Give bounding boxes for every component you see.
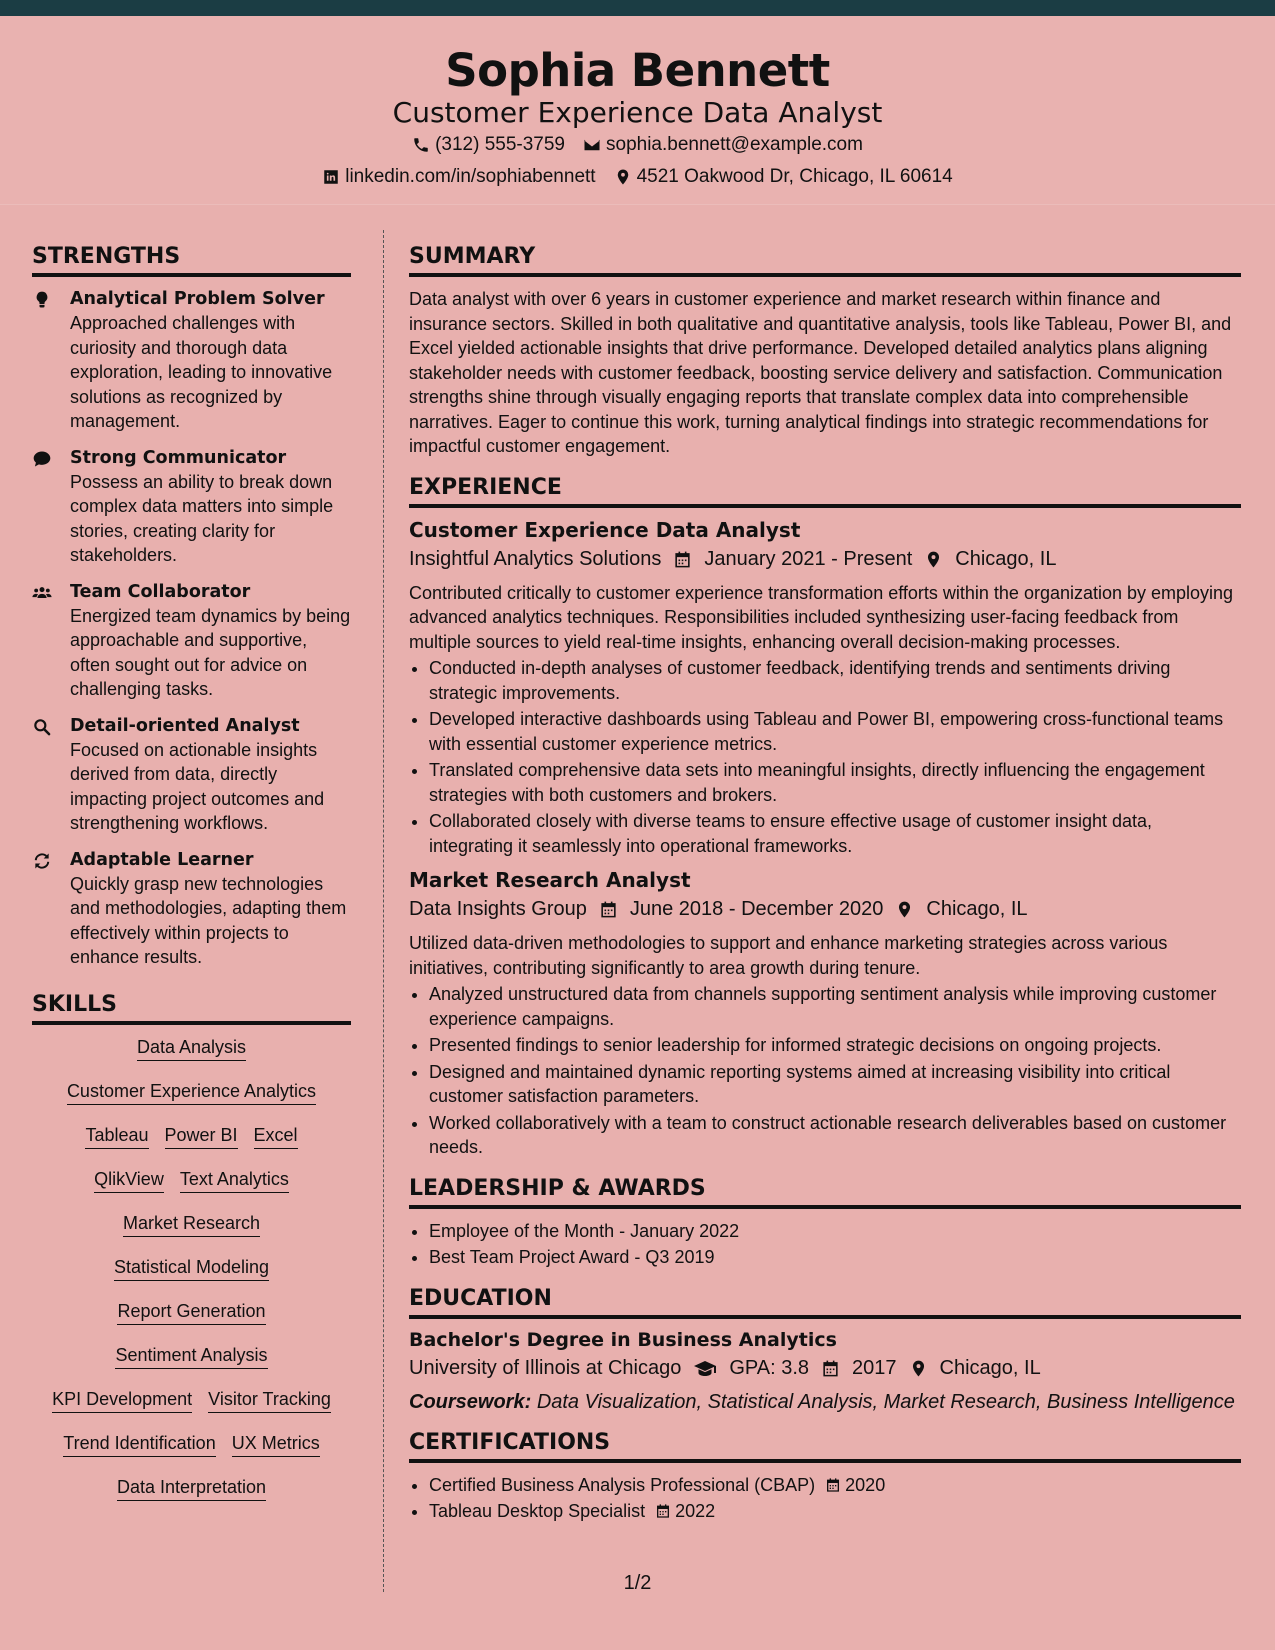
- linkedin-text: linkedin.com/in/sophiabennett: [345, 166, 596, 187]
- job-meta: [409, 898, 1241, 921]
- strength-title: Team Collaborator: [70, 581, 251, 602]
- job-bullet: • Conducted in-depth analyses of customer feedback, identifying trends and sentiments driving strategic improvements.: [429, 656, 1241, 705]
- skill-tag: Power BI: [165, 1123, 238, 1149]
- users-icon: [32, 583, 52, 603]
- calendar-icon: [655, 1503, 671, 1519]
- email-text: sophia.bennett@example.com: [606, 134, 863, 155]
- job-meta: [409, 548, 1241, 571]
- envelope-icon: [583, 136, 601, 154]
- strength-title: Strong Communicator: [70, 447, 287, 468]
- skill-tag: Data Analysis: [137, 1035, 246, 1061]
- strengths-heading: STRENGTHS: [32, 244, 351, 277]
- phone-text: (312) 555-3759: [435, 134, 565, 155]
- job-location: Chicago, IL: [955, 547, 1057, 570]
- search-icon: [32, 717, 52, 737]
- job-bullets: [409, 656, 1241, 858]
- strength-title: Analytical Problem Solver: [70, 289, 325, 309]
- strength-item: [32, 848, 351, 970]
- strength-desc: Focused on actionable insights derived from data, directly impacting project outcomes and strengthening workflows.: [70, 739, 325, 833]
- certification-item: [429, 1499, 1241, 1524]
- education-meta: [409, 1357, 1241, 1381]
- strength-desc: Quickly grasp new technologies and methodologies, adapting them effectively within projects to enhance results.: [70, 873, 347, 967]
- strength-desc: Approached challenges with curiosity and thorough data exploration, leading to innovative solutions as recognized by management.: [70, 313, 333, 431]
- job-bullet: • Designed and maintained dynamic reporting systems aimed at increasing visibility into critical customer satisfaction parameters.: [429, 1060, 1241, 1109]
- calendar-icon: [825, 1477, 841, 1493]
- map-pin-icon: [895, 900, 914, 919]
- leadership-heading: LEADERSHIP & AWARDS: [409, 1176, 1241, 1209]
- skill-tag: Market Research: [123, 1211, 260, 1237]
- contact-row-2: [0, 166, 1275, 188]
- summary-heading: SUMMARY: [409, 244, 1241, 277]
- phone-icon: [412, 136, 430, 154]
- map-pin-icon: [924, 550, 943, 569]
- left-column: [32, 244, 351, 1519]
- address-item: [614, 166, 953, 188]
- coursework-label: Coursework:: [409, 1390, 532, 1413]
- certification-year: 2020: [845, 1474, 886, 1495]
- job-entry: [409, 518, 1241, 859]
- resume-header: [0, 16, 1275, 205]
- skill-tag: Data Interpretation: [117, 1475, 266, 1501]
- strength-desc: Energized team dynamics by being approachable and supportive, often sought out for advice on challenging tasks.: [70, 605, 351, 699]
- job-dates: June 2018 - December 2020: [629, 898, 884, 920]
- map-pin-icon: [614, 168, 632, 186]
- job-company: Insightful Analytics Solutions: [409, 547, 662, 570]
- gpa-text: GPA: 3.8: [729, 1357, 810, 1379]
- skill-tag: Tableau: [85, 1123, 148, 1149]
- job-bullet: • Analyzed unstructured data from channels supporting sentiment analysis while improving customer experience campaigns.: [429, 982, 1241, 1031]
- graduation-cap-icon: [693, 1357, 717, 1381]
- skill-tag: Statistical Modeling: [114, 1255, 269, 1281]
- calendar-icon: [673, 550, 692, 569]
- certification-name: • Tableau Desktop Specialist: [429, 1501, 646, 1521]
- skills-heading: SKILLS: [32, 992, 351, 1025]
- award-item: • Best Team Project Award - Q3 2019: [429, 1245, 1241, 1270]
- job-company: Data Insights Group: [409, 898, 587, 920]
- school-name: University of Illinois at Chicago: [409, 1357, 682, 1379]
- skill-tag: QlikView: [94, 1167, 164, 1193]
- summary-text: Data analyst with over 6 years in customer experience and market research within finance and insurance sectors. Skilled in both qualitative and quantitative analysis, tools like Tableau, Power BI, and Excel yielded actionable insights that drive performance. Developed detailed analytics plans aligning stakeholder needs with customer feedback, boosting service delivery and satisfaction. Communication strengths shine through visually engaging reports that translate complex data into comprehensible narratives. Eager to continue this work, turning analytical findings into strategic recommendations for impactful customer engagement.: [409, 289, 1232, 456]
- education-heading: EDUCATION: [409, 1286, 1241, 1319]
- page-number: 1/2: [623, 1572, 652, 1594]
- skill-tag: Sentiment Analysis: [115, 1343, 267, 1369]
- coursework-list: Data Visualization, Statistical Analysis, Market Research, Business Intelligence: [536, 1390, 1235, 1413]
- map-pin-icon: [909, 1359, 928, 1378]
- column-divider: [383, 230, 384, 1592]
- lightbulb-icon: [32, 290, 52, 310]
- experience-heading: EXPERIENCE: [409, 475, 1241, 508]
- calendar-icon: [599, 900, 618, 919]
- strength-item: [32, 446, 351, 568]
- degree-title: Bachelor's Degree in Business Analytics: [409, 1328, 837, 1351]
- linkedin-item[interactable]: [322, 166, 595, 188]
- job-location: Chicago, IL: [926, 898, 1028, 920]
- right-column: [409, 244, 1241, 1534]
- certification-year: 2022: [675, 1501, 716, 1521]
- skill-tag: Customer Experience Analytics: [67, 1079, 316, 1105]
- job-bullet: • Presented findings to senior leadership for informed strategic decisions on ongoing projects.: [429, 1033, 1241, 1058]
- job-dates: January 2021 - Present: [704, 547, 913, 570]
- job-bullet: • Collaborated closely with diverse teams to ensure effective usage of customer insight data, integrating it seamlessly into operational frameworks.: [429, 809, 1241, 858]
- strength-desc: Possess an ability to break down complex data matters into simple stories, creating clarity for stakeholders.: [70, 471, 334, 565]
- certification-name: • Certified Business Analysis Professional (CBAP): [429, 1474, 816, 1495]
- strength-item: [32, 580, 351, 702]
- address-text: 4521 Oakwood Dr, Chicago, IL 60614: [636, 166, 953, 187]
- strength-item: [32, 287, 351, 434]
- email-item[interactable]: [583, 134, 863, 156]
- speech-bubble-icon: [32, 449, 52, 469]
- job-title: Customer Experience Data Analyst: [409, 517, 801, 542]
- job-entry: [409, 868, 1241, 1160]
- skill-tag: Report Generation: [117, 1299, 265, 1325]
- job-description: Utilized data-driven methodologies to support and enhance marketing strategies across various initiatives, contributing significantly to area growth during tenure.: [409, 933, 1168, 978]
- skill-tag: UX Metrics: [232, 1431, 320, 1457]
- calendar-icon: [821, 1359, 840, 1378]
- skill-tag: Trend Identification: [63, 1431, 215, 1457]
- award-item: • Employee of the Month - January 2022: [429, 1219, 1241, 1244]
- graduation-year: 2017: [852, 1357, 897, 1379]
- coursework: [409, 1391, 1241, 1414]
- leadership-list: [409, 1219, 1241, 1270]
- skill-tag: Visitor Tracking: [208, 1387, 331, 1413]
- top-bar: [0, 0, 1275, 16]
- job-bullet: • Developed interactive dashboards using Tableau and Power BI, empowering cross-functional teams with essential customer experience metrics.: [429, 707, 1241, 756]
- contact-row-1: [0, 134, 1275, 156]
- certification-item: [429, 1473, 1241, 1498]
- candidate-title: Customer Experience Data Analyst: [392, 96, 883, 129]
- certifications-list: [409, 1473, 1241, 1524]
- skill-tag: Excel: [254, 1123, 298, 1149]
- strength-title: Detail-oriented Analyst: [70, 715, 300, 736]
- candidate-name: Sophia Bennett: [445, 44, 830, 97]
- strength-item: [32, 714, 351, 836]
- job-bullets: [409, 982, 1241, 1160]
- strength-title: Adaptable Learner: [70, 849, 254, 870]
- job-bullet: • Worked collaboratively with a team to construct actionable research deliverables based on customer needs.: [429, 1111, 1241, 1160]
- sync-icon: [32, 851, 52, 871]
- school-location: Chicago, IL: [939, 1357, 1041, 1379]
- skills-list: [32, 1035, 351, 1501]
- skill-tag: KPI Development: [52, 1387, 192, 1413]
- job-description: Contributed critically to customer experience transformation efforts within the organization by employing advanced analytics techniques. Responsibilities included synthesizing user-facing feedback from multiple sources to yield real-time insights, enhancing overall decision-making processes.: [409, 582, 1234, 652]
- job-bullet: • Translated comprehensive data sets into meaningful insights, directly influencing the engagement strategies with both customers and brokers.: [429, 758, 1241, 807]
- certifications-heading: CERTIFICATIONS: [409, 1430, 1241, 1463]
- skill-tag: Text Analytics: [180, 1167, 289, 1193]
- phone-item: [412, 134, 565, 156]
- job-title: Market Research Analyst: [409, 868, 691, 892]
- linkedin-icon: [322, 168, 340, 186]
